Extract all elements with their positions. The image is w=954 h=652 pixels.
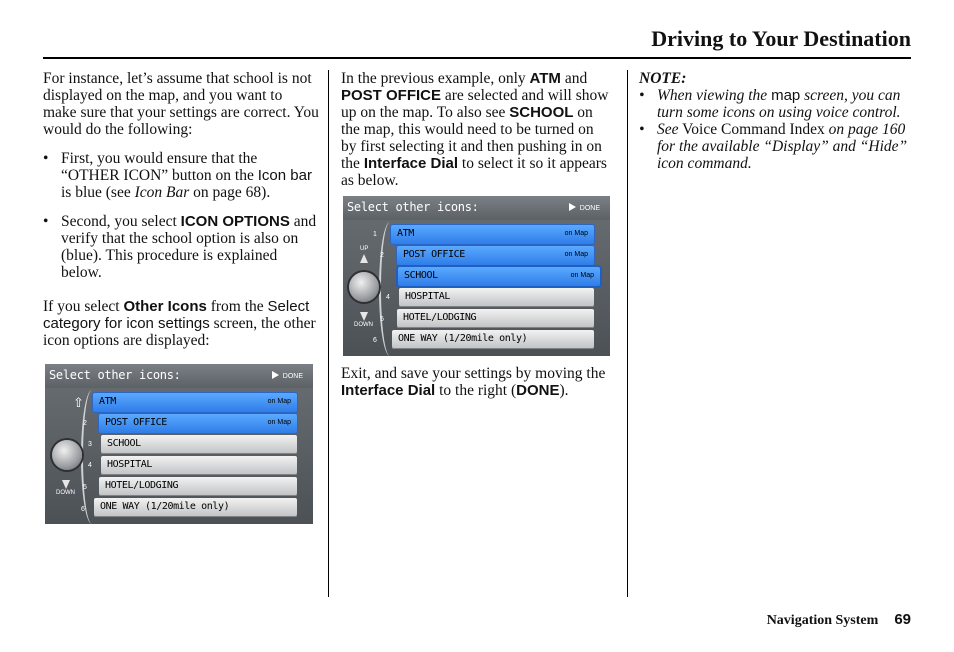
row-number: 5 bbox=[380, 316, 384, 323]
intro-paragraph: For instance, let’s assume that school is not displayed on the map, and you want to make sure that your settings are correct. You would do the following: bbox=[43, 70, 319, 138]
row-number: 4 bbox=[386, 294, 390, 301]
down-arrow-icon bbox=[360, 312, 368, 321]
footer-label: Navigation System bbox=[766, 613, 879, 628]
list-item-hotel-lodging[interactable]: HOTEL/LODGING bbox=[99, 477, 297, 496]
note-item-2: • See Voice Command Index on page 160 for the available “Display” and “Hide” icon command. bbox=[639, 121, 908, 172]
exit-paragraph-block bbox=[341, 365, 613, 411]
column-right bbox=[639, 70, 911, 184]
list-item-one-way[interactable]: ONE WAY (1/20mile only) bbox=[94, 498, 297, 517]
list-item-hospital[interactable]: HOSPITAL bbox=[399, 288, 594, 307]
row-number: 4 bbox=[88, 462, 92, 469]
page-title: Driving to Your Destination bbox=[651, 26, 911, 51]
icon-options-ref: ICON OPTIONS bbox=[180, 213, 290, 230]
list-item-hotel-lodging[interactable]: HOTEL/LODGING bbox=[397, 309, 594, 328]
column-middle bbox=[341, 70, 613, 201]
select-paragraph: If you select Other Icons from the Select category for icon settings screen, the other icon options are displayed: bbox=[43, 298, 316, 349]
header-rule bbox=[43, 57, 911, 59]
done-button[interactable]: DONE bbox=[272, 371, 303, 380]
screen-title: Select other icons: bbox=[347, 200, 479, 214]
row-number: 3 bbox=[88, 441, 92, 448]
up-arrow-icon bbox=[360, 254, 368, 263]
bullet-dot: • bbox=[43, 213, 49, 230]
row-number: 5 bbox=[83, 484, 87, 491]
page-footer bbox=[767, 611, 911, 629]
column-left bbox=[43, 70, 319, 361]
other-icons-ref: Other Icons bbox=[123, 298, 207, 315]
note-label: NOTE: bbox=[639, 70, 687, 87]
note-item-1: • When viewing the map screen, you can turn some icons on using voice control. bbox=[639, 87, 901, 121]
screenshot-other-icons-1 bbox=[45, 364, 313, 524]
interface-dial-icon bbox=[349, 272, 379, 302]
done-button[interactable]: DONE bbox=[569, 203, 600, 212]
bullet-second: • Second, you select ICON OPTIONS and verify that the school option is also on (blue). This procedure is explained below. bbox=[43, 213, 317, 281]
example-paragraph: In the previous example, only ATM and POST OFFICE are selected and will show up on the map. To also see SCHOOL on the map, this would need to be turned on by first selecting it and then pushing in on the Interface Dial to select it so it appears as below. bbox=[341, 70, 609, 189]
exit-paragraph: Exit, and save your settings by moving the Interface Dial to the right (DONE). bbox=[341, 365, 606, 399]
column-divider-right bbox=[627, 70, 628, 597]
list-item-hospital[interactable]: HOSPITAL bbox=[101, 456, 297, 475]
row-number: 2 bbox=[380, 252, 384, 259]
down-label: DOWN bbox=[56, 490, 75, 496]
list-item-one-way[interactable]: ONE WAY (1/20mile only) bbox=[392, 330, 594, 349]
page-number: 69 bbox=[894, 611, 911, 628]
down-arrow-icon bbox=[62, 480, 70, 489]
list-item-school[interactable]: SCHOOL bbox=[101, 435, 297, 454]
play-icon bbox=[569, 203, 576, 211]
bullet-dot: • bbox=[639, 87, 645, 104]
row-number: 6 bbox=[373, 337, 377, 344]
column-divider-left bbox=[328, 70, 329, 597]
list-item-school[interactable]: SCHOOL on Map bbox=[398, 267, 600, 286]
row-number: 2 bbox=[83, 420, 87, 427]
list-item-post-office[interactable]: POST OFFICE on Map bbox=[397, 246, 594, 265]
bullet-dot: • bbox=[43, 150, 49, 167]
row-number: 1 bbox=[373, 231, 377, 238]
row-number: 6 bbox=[81, 506, 85, 513]
list-item-atm[interactable]: ATM on Map bbox=[93, 393, 297, 412]
play-icon bbox=[272, 371, 279, 379]
screen-title: Select other icons: bbox=[49, 368, 181, 382]
bullet-first: • First, you would ensure that the “OTHER ICON” button on the Icon bar is blue (see Icon Bar on page 68). bbox=[43, 150, 312, 201]
list-item-atm[interactable]: ATM on Map bbox=[391, 225, 594, 244]
scroll-up-icon: ⇧ bbox=[73, 395, 84, 410]
list-item-post-office[interactable]: POST OFFICE on Map bbox=[99, 414, 297, 433]
bullet-dot: • bbox=[639, 121, 645, 138]
down-label: DOWN bbox=[354, 322, 373, 328]
screenshot-other-icons-2 bbox=[343, 196, 610, 356]
icon-bar-ref: Icon bar bbox=[257, 167, 312, 184]
up-label: UP bbox=[360, 246, 369, 252]
select-category-ref: Select category for icon settings bbox=[43, 298, 310, 332]
interface-dial-icon bbox=[52, 440, 82, 470]
